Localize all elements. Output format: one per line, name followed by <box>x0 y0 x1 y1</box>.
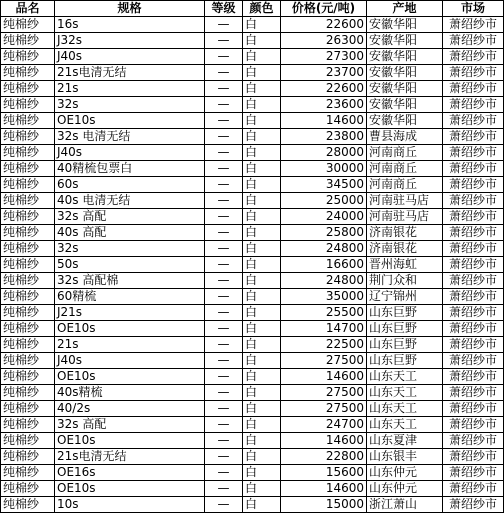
cell-price: 24800 <box>281 273 367 289</box>
cell-grade: — <box>205 81 243 97</box>
cell-spec: 60s <box>55 177 205 193</box>
cell-name: 纯棉纱 <box>1 241 55 257</box>
cell-color: 白 <box>243 177 281 193</box>
cell-spec: J40s <box>55 49 205 65</box>
cell-spec: 40精梳包票白 <box>55 161 205 177</box>
cell-spec: J40s <box>55 353 205 369</box>
cell-origin: 济南银花 <box>367 225 443 241</box>
table-row <box>1 33 504 49</box>
cell-price: 16600 <box>281 257 367 273</box>
table-row <box>1 65 504 81</box>
cell-spec: 32s 高配 <box>55 417 205 433</box>
cell-color: 白 <box>243 33 281 49</box>
cell-grade: — <box>205 481 243 497</box>
cell-spec: J32s <box>55 33 205 49</box>
header-origin: 产地 <box>367 1 443 17</box>
cell-grade: — <box>205 49 243 65</box>
cell-market: 萧绍纱市 <box>443 289 504 305</box>
cell-grade: — <box>205 289 243 305</box>
cell-market: 萧绍纱市 <box>443 321 504 337</box>
cell-spec: OE10s <box>55 113 205 129</box>
cell-name: 纯棉纱 <box>1 305 55 321</box>
cell-spec: 21s电清无结 <box>55 449 205 465</box>
cell-color: 白 <box>243 497 281 513</box>
cell-color: 白 <box>243 385 281 401</box>
cell-spec: 21s <box>55 81 205 97</box>
cell-price: 34500 <box>281 177 367 193</box>
cell-price: 27500 <box>281 353 367 369</box>
cell-market: 萧绍纱市 <box>443 113 504 129</box>
cell-price: 24800 <box>281 241 367 257</box>
table-row <box>1 177 504 193</box>
cell-price: 25500 <box>281 305 367 321</box>
cell-origin: 辽宁锦州 <box>367 289 443 305</box>
cell-grade: — <box>205 401 243 417</box>
table-row <box>1 97 504 113</box>
table-row <box>1 497 504 513</box>
cell-origin: 山东夏津 <box>367 433 443 449</box>
cell-color: 白 <box>243 289 281 305</box>
cell-market: 萧绍纱市 <box>443 385 504 401</box>
cell-market: 萧绍纱市 <box>443 257 504 273</box>
cell-price: 30000 <box>281 161 367 177</box>
cell-grade: — <box>205 241 243 257</box>
cell-color: 白 <box>243 129 281 145</box>
cell-grade: — <box>205 273 243 289</box>
header-price: 价格(元/吨) <box>281 1 367 17</box>
cell-origin: 浙江萧山 <box>367 497 443 513</box>
cell-price: 14600 <box>281 433 367 449</box>
cell-name: 纯棉纱 <box>1 193 55 209</box>
cell-color: 白 <box>243 417 281 433</box>
cell-color: 白 <box>243 481 281 497</box>
cell-origin: 安徽华阳 <box>367 17 443 33</box>
cell-price: 14700 <box>281 321 367 337</box>
cell-color: 白 <box>243 273 281 289</box>
cell-market: 萧绍纱市 <box>443 177 504 193</box>
cell-color: 白 <box>243 161 281 177</box>
cell-spec: OE10s <box>55 481 205 497</box>
cell-color: 白 <box>243 97 281 113</box>
cell-market: 萧绍纱市 <box>443 353 504 369</box>
table-row <box>1 129 504 145</box>
cell-price: 27500 <box>281 385 367 401</box>
cell-grade: — <box>205 305 243 321</box>
table-row <box>1 193 504 209</box>
cell-origin: 济南银花 <box>367 241 443 257</box>
cell-market: 萧绍纱市 <box>443 481 504 497</box>
cell-name: 纯棉纱 <box>1 177 55 193</box>
cell-origin: 山东仲元 <box>367 481 443 497</box>
cell-grade: — <box>205 353 243 369</box>
cell-name: 纯棉纱 <box>1 385 55 401</box>
table-row <box>1 481 504 497</box>
cell-color: 白 <box>243 81 281 97</box>
table-row <box>1 385 504 401</box>
cell-origin: 山东天工 <box>367 417 443 433</box>
cell-name: 纯棉纱 <box>1 273 55 289</box>
cell-name: 纯棉纱 <box>1 353 55 369</box>
table-row <box>1 337 504 353</box>
cell-price: 24700 <box>281 417 367 433</box>
cell-market: 萧绍纱市 <box>443 129 504 145</box>
table-row <box>1 145 504 161</box>
cell-market: 萧绍纱市 <box>443 433 504 449</box>
cell-price: 35000 <box>281 289 367 305</box>
cell-market: 萧绍纱市 <box>443 241 504 257</box>
cell-grade: — <box>205 385 243 401</box>
cell-color: 白 <box>243 49 281 65</box>
table-row <box>1 241 504 257</box>
cell-market: 萧绍纱市 <box>443 81 504 97</box>
cell-spec: J21s <box>55 305 205 321</box>
cell-name: 纯棉纱 <box>1 369 55 385</box>
cell-spec: 40s 电清无结 <box>55 193 205 209</box>
cell-name: 纯棉纱 <box>1 65 55 81</box>
cell-name: 纯棉纱 <box>1 257 55 273</box>
cell-name: 纯棉纱 <box>1 81 55 97</box>
cell-spec: 32s 高配棉 <box>55 273 205 289</box>
cell-price: 15600 <box>281 465 367 481</box>
cell-price: 24000 <box>281 209 367 225</box>
cell-price: 25000 <box>281 193 367 209</box>
cell-grade: — <box>205 433 243 449</box>
header-color: 颜色 <box>243 1 281 17</box>
cell-price: 23600 <box>281 97 367 113</box>
header-grade: 等级 <box>205 1 243 17</box>
cell-name: 纯棉纱 <box>1 49 55 65</box>
cell-market: 萧绍纱市 <box>443 193 504 209</box>
cell-origin: 河南商丘 <box>367 145 443 161</box>
table-row <box>1 465 504 481</box>
cell-grade: — <box>205 257 243 273</box>
header-market: 市场 <box>443 1 504 17</box>
cell-market: 萧绍纱市 <box>443 497 504 513</box>
cell-grade: — <box>205 337 243 353</box>
cell-spec: OE16s <box>55 465 205 481</box>
cell-market: 萧绍纱市 <box>443 417 504 433</box>
cell-origin: 山东天工 <box>367 401 443 417</box>
cell-origin: 安徽华阳 <box>367 81 443 97</box>
cell-spec: 50s <box>55 257 205 273</box>
table-body <box>1 17 504 513</box>
cell-origin: 山东银丰 <box>367 449 443 465</box>
cell-grade: — <box>205 97 243 113</box>
cell-grade: — <box>205 321 243 337</box>
cell-spec: J40s <box>55 145 205 161</box>
cell-color: 白 <box>243 209 281 225</box>
cell-grade: — <box>205 113 243 129</box>
cell-name: 纯棉纱 <box>1 481 55 497</box>
cell-name: 纯棉纱 <box>1 113 55 129</box>
cell-spec: 32s 高配 <box>55 209 205 225</box>
cell-name: 纯棉纱 <box>1 209 55 225</box>
cell-price: 22500 <box>281 337 367 353</box>
cell-grade: — <box>205 177 243 193</box>
cell-spec: 40s精梳 <box>55 385 205 401</box>
cell-grade: — <box>205 33 243 49</box>
cell-market: 萧绍纱市 <box>443 97 504 113</box>
cell-name: 纯棉纱 <box>1 321 55 337</box>
cell-color: 白 <box>243 145 281 161</box>
cell-name: 纯棉纱 <box>1 465 55 481</box>
cell-spec: OE10s <box>55 369 205 385</box>
cell-price: 25800 <box>281 225 367 241</box>
cell-name: 纯棉纱 <box>1 289 55 305</box>
cell-spec: OE10s <box>55 433 205 449</box>
table-row <box>1 17 504 33</box>
cell-market: 萧绍纱市 <box>443 337 504 353</box>
cell-price: 14600 <box>281 113 367 129</box>
cell-name: 纯棉纱 <box>1 97 55 113</box>
table-row <box>1 273 504 289</box>
cell-origin: 安徽华阳 <box>367 49 443 65</box>
cell-name: 纯棉纱 <box>1 449 55 465</box>
header-name: 品名 <box>1 1 55 17</box>
table-row <box>1 369 504 385</box>
cell-market: 萧绍纱市 <box>443 305 504 321</box>
cell-origin: 安徽华阳 <box>367 33 443 49</box>
cell-name: 纯棉纱 <box>1 433 55 449</box>
table-row <box>1 353 504 369</box>
cell-origin: 河南商丘 <box>367 161 443 177</box>
table-row <box>1 81 504 97</box>
cell-name: 纯棉纱 <box>1 33 55 49</box>
cell-market: 萧绍纱市 <box>443 209 504 225</box>
cell-spec: 21s电清无结 <box>55 65 205 81</box>
cell-color: 白 <box>243 433 281 449</box>
cell-color: 白 <box>243 257 281 273</box>
cell-name: 纯棉纱 <box>1 337 55 353</box>
cell-market: 萧绍纱市 <box>443 145 504 161</box>
cell-price: 23700 <box>281 65 367 81</box>
table-row <box>1 289 504 305</box>
cell-market: 萧绍纱市 <box>443 17 504 33</box>
cell-grade: — <box>205 497 243 513</box>
cell-origin: 山东天工 <box>367 369 443 385</box>
cell-color: 白 <box>243 465 281 481</box>
cell-origin: 山东仲元 <box>367 465 443 481</box>
cell-origin: 山东天工 <box>367 385 443 401</box>
cell-color: 白 <box>243 369 281 385</box>
cell-market: 萧绍纱市 <box>443 49 504 65</box>
cell-grade: — <box>205 145 243 161</box>
cell-price: 15000 <box>281 497 367 513</box>
cell-spec: 32s 电清无结 <box>55 129 205 145</box>
table-row <box>1 225 504 241</box>
cell-name: 纯棉纱 <box>1 161 55 177</box>
cell-color: 白 <box>243 17 281 33</box>
cell-grade: — <box>205 369 243 385</box>
cell-grade: — <box>205 417 243 433</box>
header-spec: 规格 <box>55 1 205 17</box>
cell-price: 22600 <box>281 81 367 97</box>
cell-color: 白 <box>243 241 281 257</box>
cell-name: 纯棉纱 <box>1 17 55 33</box>
cell-price: 27500 <box>281 401 367 417</box>
cell-name: 纯棉纱 <box>1 497 55 513</box>
cell-color: 白 <box>243 113 281 129</box>
cell-color: 白 <box>243 193 281 209</box>
cell-spec: 16s <box>55 17 205 33</box>
cell-market: 萧绍纱市 <box>443 225 504 241</box>
cell-price: 22800 <box>281 449 367 465</box>
cell-grade: — <box>205 161 243 177</box>
cell-name: 纯棉纱 <box>1 145 55 161</box>
table-row <box>1 257 504 273</box>
cell-name: 纯棉纱 <box>1 225 55 241</box>
cell-origin: 河南驻马店 <box>367 193 443 209</box>
cell-grade: — <box>205 193 243 209</box>
table-row <box>1 305 504 321</box>
cell-color: 白 <box>243 321 281 337</box>
cell-spec: 32s <box>55 97 205 113</box>
cell-origin: 山东巨野 <box>367 353 443 369</box>
cell-color: 白 <box>243 401 281 417</box>
cell-name: 纯棉纱 <box>1 401 55 417</box>
cell-name: 纯棉纱 <box>1 129 55 145</box>
cell-market: 萧绍纱市 <box>443 465 504 481</box>
cell-origin: 山东巨野 <box>367 305 443 321</box>
cell-price: 22600 <box>281 17 367 33</box>
cell-color: 白 <box>243 353 281 369</box>
cell-origin: 荆门众和 <box>367 273 443 289</box>
cell-market: 萧绍纱市 <box>443 161 504 177</box>
cell-market: 萧绍纱市 <box>443 401 504 417</box>
cell-spec: 40s 高配 <box>55 225 205 241</box>
cell-color: 白 <box>243 337 281 353</box>
cell-origin: 安徽华阳 <box>367 97 443 113</box>
cell-grade: — <box>205 209 243 225</box>
table-row <box>1 49 504 65</box>
table-row <box>1 433 504 449</box>
cell-color: 白 <box>243 225 281 241</box>
table-row <box>1 401 504 417</box>
cell-spec: 32s <box>55 241 205 257</box>
cell-grade: — <box>205 465 243 481</box>
table-row <box>1 449 504 465</box>
cell-market: 萧绍纱市 <box>443 65 504 81</box>
cell-spec: 21s <box>55 337 205 353</box>
cell-origin: 山东巨野 <box>367 321 443 337</box>
table-row <box>1 417 504 433</box>
table-row <box>1 161 504 177</box>
cell-color: 白 <box>243 65 281 81</box>
cell-market: 萧绍纱市 <box>443 369 504 385</box>
table-row <box>1 321 504 337</box>
cell-origin: 山东巨野 <box>367 337 443 353</box>
cell-color: 白 <box>243 449 281 465</box>
cell-price: 28000 <box>281 145 367 161</box>
cell-price: 27300 <box>281 49 367 65</box>
cell-price: 14600 <box>281 481 367 497</box>
cell-grade: — <box>205 129 243 145</box>
cell-origin: 河南商丘 <box>367 177 443 193</box>
cell-spec: 60精梳 <box>55 289 205 305</box>
cell-color: 白 <box>243 305 281 321</box>
cell-origin: 河南驻马店 <box>367 209 443 225</box>
table-row <box>1 113 504 129</box>
cell-origin: 安徽华阳 <box>367 65 443 81</box>
cell-origin: 曹县海成 <box>367 129 443 145</box>
header-row <box>1 1 504 17</box>
cell-grade: — <box>205 225 243 241</box>
cell-price: 23800 <box>281 129 367 145</box>
cell-market: 萧绍纱市 <box>443 33 504 49</box>
cell-spec: 40/2s <box>55 401 205 417</box>
cell-price: 26300 <box>281 33 367 49</box>
cell-spec: 10s <box>55 497 205 513</box>
cell-spec: OE10s <box>55 321 205 337</box>
cell-grade: — <box>205 65 243 81</box>
cell-grade: — <box>205 17 243 33</box>
cell-origin: 安徽华阳 <box>367 113 443 129</box>
cell-market: 萧绍纱市 <box>443 449 504 465</box>
cell-name: 纯棉纱 <box>1 417 55 433</box>
table-row <box>1 209 504 225</box>
cell-price: 14600 <box>281 369 367 385</box>
cell-market: 萧绍纱市 <box>443 273 504 289</box>
cell-grade: — <box>205 449 243 465</box>
cell-origin: 晋州海虹 <box>367 257 443 273</box>
